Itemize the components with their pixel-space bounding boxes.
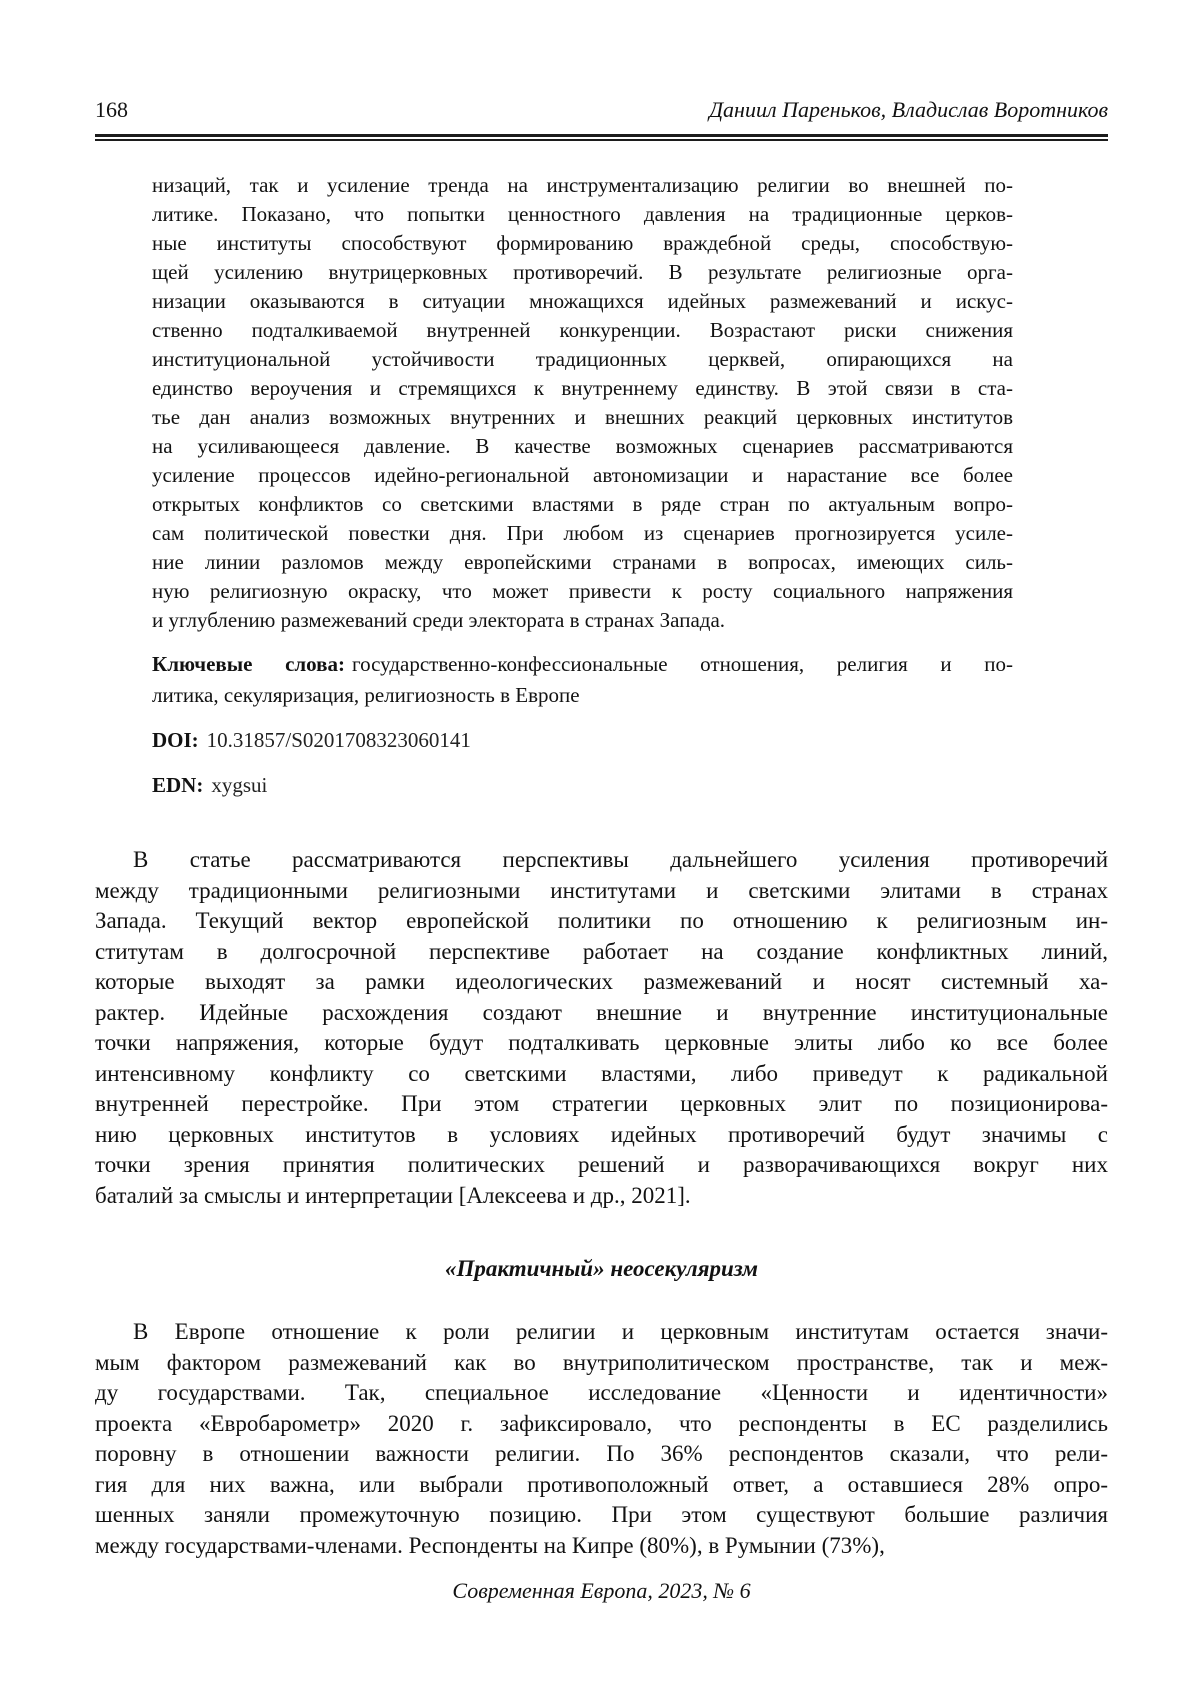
running-head-authors: Даниил Пареньков, Владислав Воротников: [709, 97, 1108, 122]
body-text-line: внутренней перестройке. При этом стратегии церковных элит по позиционирова-: [95, 1091, 1108, 1116]
body-text-line: точки напряжения, которые будут подталкивать церковные элиты либо ко все более: [95, 1030, 1108, 1055]
abstract-line: ственно подталкиваемой внутренней конкуренции. Возрастают риски снижения: [152, 318, 1013, 342]
abstract-line: институциональной устойчивости традиционных церквей, опирающихся на: [152, 347, 1013, 371]
body-text-line: поровну в отношении важности религии. По 36% респондентов сказали, что рели-: [95, 1441, 1108, 1466]
body-text-line: В статье рассматриваются перспективы дальнейшего усиления противоречий: [133, 847, 1108, 872]
body-text-line: которые выходят за рамки идеологических размежеваний и носят системный ха-: [95, 969, 1108, 994]
edn-label: EDN:: [152, 773, 204, 797]
abstract-line: тье дан анализ возможных внутренних и внешних реакций церковных институтов: [152, 405, 1013, 429]
body-text-line: В Европе отношение к роли религии и церковным институтам остается значи-: [133, 1319, 1108, 1344]
body-text-line: между традиционными религиозными институтами и светскими элитами в странах: [95, 877, 1108, 903]
body-text-line: мым фактором размежеваний как во внутриполитическом пространстве, так и меж-: [95, 1349, 1108, 1375]
body-text-line: точки зрения принятия политических решений и разворачивающихся вокруг них: [95, 1152, 1108, 1177]
body-text-line: гия для них важна, или выбрали противоположный ответ, а оставшиеся 28% опро-: [95, 1471, 1108, 1497]
section-heading: «Практичный» неосекуляризм: [445, 1256, 758, 1281]
keywords-text-1: государственно-конфессиональные отношения, религия и по-: [351, 652, 1013, 676]
body-text-line: интенсивному конфликту со светскими властями, либо приведут к радикальной: [95, 1060, 1108, 1086]
body-text-line: нию церковных институтов в условиях идейных противоречий будут значимы с: [95, 1121, 1108, 1147]
body-text-line: баталий за смыслы и интерпретации [Алексеева и др., 2021].: [95, 1182, 691, 1208]
abstract-line: ные институты способствуют формированию враждебной среды, способствую-: [152, 231, 1013, 255]
abstract-line: на усиливающееся давление. В качестве возможных сценариев рассматриваются: [152, 434, 1013, 458]
abstract-line: ную религиозную окраску, что может привести к росту социального напряжения: [152, 579, 1013, 603]
abstract-line: сам политической повестки дня. При любом из сценариев прогнозируется усиле-: [152, 521, 1013, 545]
abstract-line: усиление процессов идейно-региональной автономизации и нарастание все более: [152, 463, 1013, 487]
keywords-line-2: литика, секуляризация, религиозность в Европе: [152, 683, 580, 707]
abstract-line: литике. Показано, что попытки ценностного давления на традиционные церков-: [152, 202, 1013, 226]
body-text-line: рактер. Идейные расхождения создают внешние и внутренние институциональные: [95, 999, 1108, 1025]
abstract-line: щей усилению внутрицерковных противоречий. В результате религиозные орга-: [152, 260, 1013, 284]
keywords-line-1: [152, 649, 1013, 680]
abstract-line: и углублению размежеваний среди электората в странах Запада.: [152, 608, 726, 632]
abstract-line: единство вероучения и стремящихся к внутреннему единству. В этой связи в ста-: [152, 376, 1013, 400]
doi-value: 10.31857/S0201708323060141: [206, 728, 471, 752]
keywords-block: [152, 649, 1013, 711]
doi-row: [152, 726, 1013, 755]
page-number: 168: [95, 97, 128, 122]
body-paragraph-1: [95, 845, 1108, 1211]
journal-footer: Современная Европа, 2023, № 6: [452, 1578, 751, 1603]
header-rule: [95, 134, 1108, 141]
body-text-line: между государствами-членами. Респонденты на Кипре (80%), в Румынии (73%),: [95, 1532, 885, 1558]
doi-label: DOI:: [152, 728, 199, 752]
abstract-line: низаций, так и усиление тренда на инструментализацию религии во внешней по-: [152, 173, 1013, 197]
abstract: [152, 171, 1013, 635]
body-text-line: Запада. Текущий вектор европейской политики по отношению к религиозным ин-: [95, 908, 1108, 933]
keywords-label: Ключевые слова:: [152, 652, 345, 676]
body-text-line: шенных заняли промежуточную позицию. При этом существуют большие различия: [95, 1502, 1108, 1527]
body-text-line: ститутам в долгосрочной перспективе работает на создание конфликтных линий,: [95, 938, 1108, 964]
page-header: [95, 97, 1108, 123]
body-text-line: ду государствами. Так, специальное исследование «Ценности и идентичности»: [95, 1380, 1108, 1405]
edn-value: xygsui: [211, 773, 268, 797]
body-text-line: проекта «Евробарометр» 2020 г. зафиксировало, что респонденты в ЕС разделились: [95, 1410, 1108, 1436]
abstract-line: низации оказываются в ситуации множащихся идейных размежеваний и искус-: [152, 289, 1013, 313]
abstract-line: открытых конфликтов со светскими властями в ряде стран по актуальным вопро-: [152, 492, 1013, 516]
abstract-line: ние линии разломов между европейскими странами в вопросах, имеющих силь-: [152, 550, 1013, 574]
body-paragraph-2: [95, 1317, 1108, 1561]
edn-row: [152, 771, 1013, 800]
